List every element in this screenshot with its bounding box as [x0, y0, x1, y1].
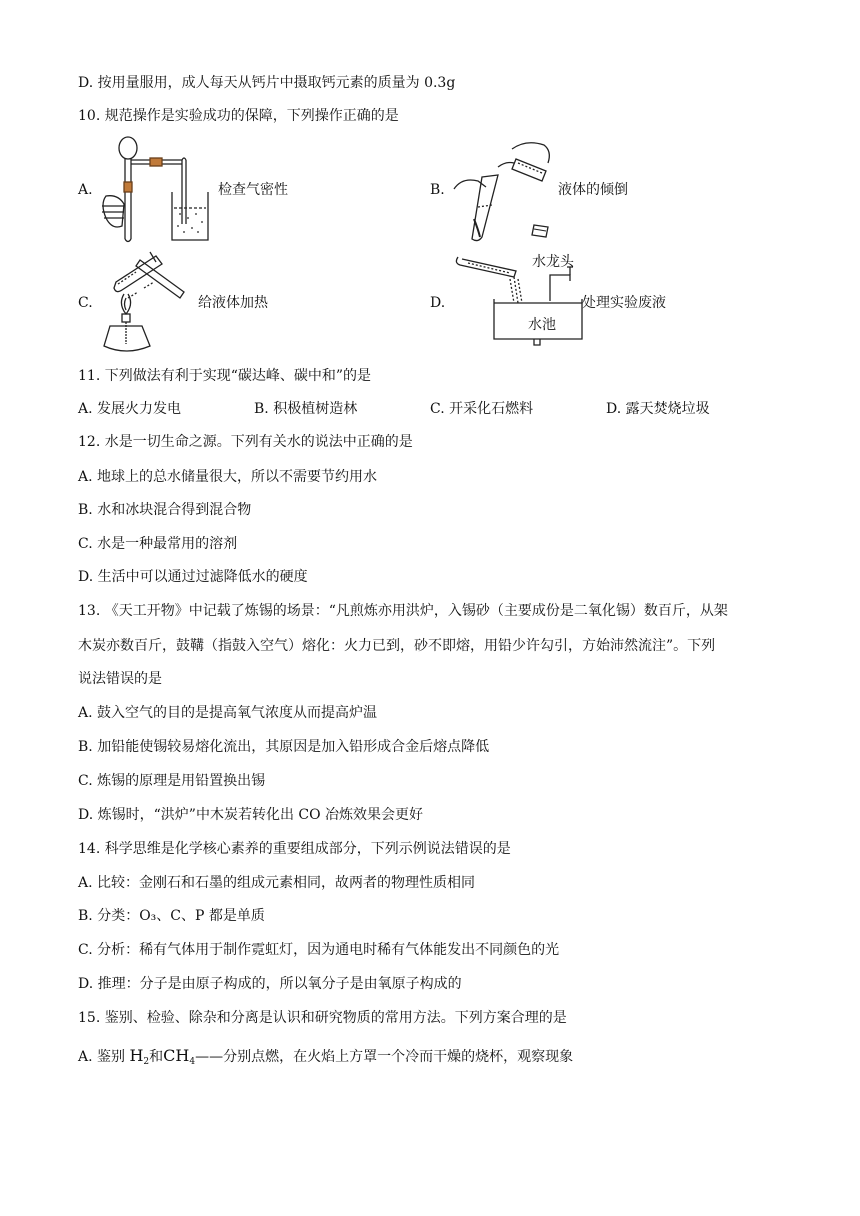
q15-option-a-and: 和: [149, 1049, 164, 1065]
q13-stem-line-2: 木炭亦数百斤，鼓鞲（指鼓入空气）熔化：火力已到，砂不即熔，用铅少许勾引，方始沛然流注”。下列: [78, 638, 716, 654]
q9-option-d: D. 按用量服用，成人每天从钙片中摄取钙元素的质量为 0.3g: [78, 75, 456, 91]
q13-option-c: C. 炼锡的原理是用铅置换出锡: [78, 773, 266, 789]
ch4-subscript: 4: [189, 1057, 196, 1067]
q12-option-b: B. 水和冰块混合得到混合物: [78, 502, 252, 518]
q10-option-d-letter: D.: [430, 295, 446, 311]
q15-option-a: [78, 1046, 573, 1072]
ch4-formula: [163, 1046, 195, 1065]
q10-option-b-letter: B.: [430, 182, 445, 198]
q10-stem: 10. 规范操作是实验成功的保障，下列操作正确的是: [78, 108, 399, 124]
q12-option-d: D. 生活中可以通过过滤降低水的硬度: [78, 569, 308, 585]
q11-stem: 11. 下列做法有利于实现“碳达峰、碳中和”的是: [78, 368, 372, 384]
h2-subscript: 2: [143, 1057, 150, 1067]
q12-option-a: A. 地球上的总水储量很大，所以不需要节约用水: [78, 469, 378, 485]
q15-option-a-suffix: ——分别点燃，在火焰上方罩一个冷而干燥的烧杯，观察现象: [195, 1049, 574, 1065]
q14-option-a: A. 比较：金刚石和石墨的组成元素相同，故两者的物理性质相同: [78, 875, 476, 891]
ch4-symbol: CH: [163, 1046, 190, 1065]
heating-liquid-figure: [100, 248, 200, 356]
pouring-liquid-figure: [452, 137, 558, 245]
sink-label: 水池: [528, 318, 556, 333]
q14-option-c: C. 分析：稀有气体用于制作霓虹灯，因为通电时稀有气体能发出不同颜色的光: [78, 942, 560, 958]
h2-symbol: H: [129, 1046, 144, 1065]
q15-stem: 15. 鉴别、检验、除杂和分离是认识和研究物质的常用方法。下列方案合理的是: [78, 1010, 567, 1026]
q13-option-a: A. 鼓入空气的目的是提高氧气浓度从而提高炉温: [78, 705, 378, 721]
q11-option-d: D. 露天焚烧垃圾: [606, 401, 710, 417]
q11-option-c: C. 开采化石燃料: [430, 401, 534, 417]
q13-option-d: D. 炼锡时，“洪炉”中木炭若转化出 CO 冶炼效果会更好: [78, 807, 424, 823]
q10-option-b-caption: 液体的倾倒: [558, 182, 628, 198]
q12-option-c: C. 水是一种最常用的溶剂: [78, 536, 238, 552]
q12-stem: 12. 水是一切生命之源。下列有关水的说法中正确的是: [78, 434, 413, 450]
tap-label: 水龙头: [532, 255, 574, 270]
q13-option-b: B. 加铅能使锡较易熔化流出，其原因是加入铅形成合金后熔点降低: [78, 739, 490, 755]
q10-option-c-letter: C.: [78, 295, 93, 311]
q10-option-a-caption: 检查气密性: [218, 182, 288, 198]
q10-option-a-letter: A.: [78, 182, 93, 198]
waste-liquid-figure: [454, 247, 586, 347]
q14-option-d: D. 推理：分子是由原子构成的，所以氧分子是由氧原子构成的: [78, 976, 462, 992]
q14-stem: 14. 科学思维是化学核心素养的重要组成部分，下列示例说法错误的是: [78, 841, 511, 857]
q11-option-a: A. 发展火力发电: [78, 401, 182, 417]
q13-stem-line-1: 13. 《天工开物》中记载了炼锡的场景：“凡煎炼亦用洪炉，入锡砂（主要成份是二氧化锡）数百斤，从架: [78, 603, 728, 619]
q10-option-d-caption: 处理实验废液: [582, 295, 666, 311]
q10-option-c-caption: 给液体加热: [198, 295, 268, 311]
q14-option-b: B. 分类：O₃、C、P 都是单质: [78, 908, 265, 924]
airtightness-check-figure: [98, 134, 216, 248]
h2-formula: [129, 1046, 149, 1065]
q13-stem-line-3: 说法错误的是: [78, 671, 162, 687]
q11-option-b: B. 积极植树造林: [254, 401, 358, 417]
q15-option-a-prefix: A. 鉴别: [78, 1049, 126, 1065]
